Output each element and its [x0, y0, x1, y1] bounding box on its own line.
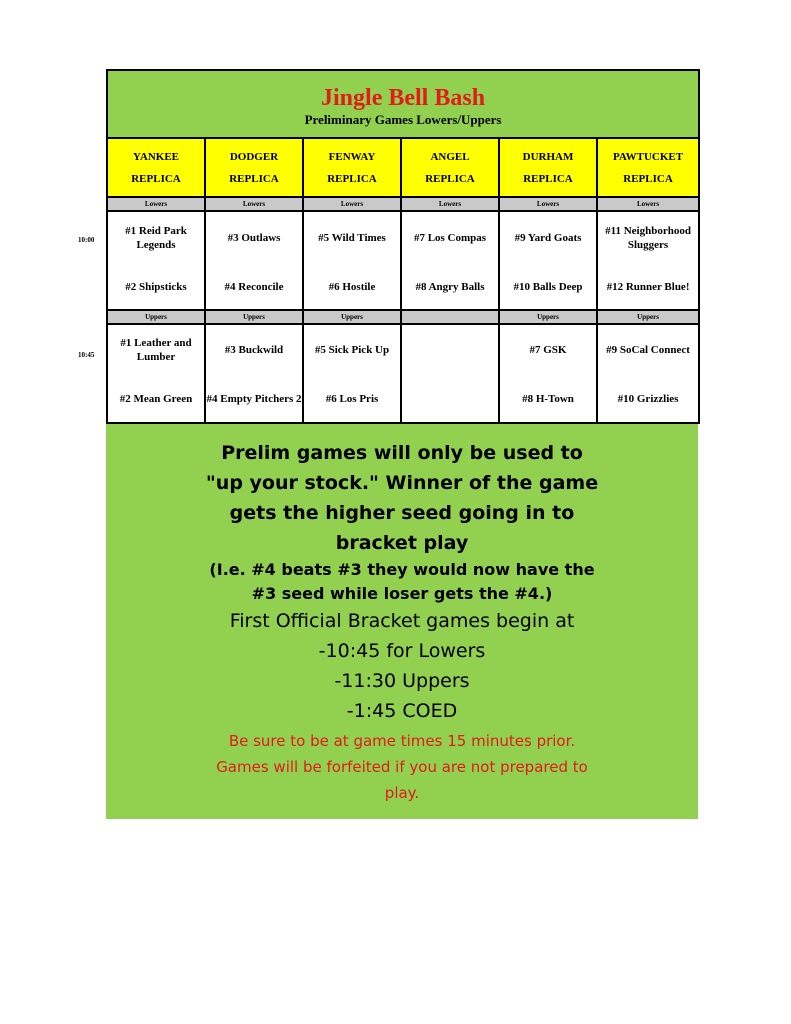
division-label: Lowers [107, 197, 205, 211]
team-cell: #7 Los Compas [401, 211, 499, 264]
venue-header [205, 138, 303, 197]
venue-type: REPLICA [425, 172, 475, 185]
forfeit-warning: Be sure to be at game times 15 minutes prior. Games will be forfeited if you are not prepared to play. [216, 732, 588, 802]
schedule-table [106, 69, 700, 424]
division-label: Lowers [401, 197, 499, 211]
bracket-intro: First Official Bracket games begin at [229, 610, 575, 632]
venue-header [303, 138, 401, 197]
lowers-label-row [107, 197, 699, 211]
lowers-time-label: 10:00 [78, 236, 95, 244]
team-cell: #1 Leather and Lumber [107, 324, 205, 375]
bracket-time-lowers: -10:45 for Lowers [318, 640, 486, 662]
division-label: Uppers [499, 310, 597, 324]
uppers-team-row-b [107, 375, 699, 423]
team-cell: #11 Neighborhood Sluggers [597, 211, 699, 264]
venue-header [401, 138, 499, 197]
division-label [401, 310, 499, 324]
team-cell: #4 Empty Pitchers 2 [205, 375, 303, 423]
uppers-time-label: 10:45 [78, 351, 95, 359]
team-cell: #9 SoCal Connect [597, 324, 699, 375]
division-label: Uppers [205, 310, 303, 324]
division-label: Lowers [205, 197, 303, 211]
team-cell [401, 324, 499, 375]
venue-type: REPLICA [523, 172, 573, 185]
team-cell: #5 Sick Pick Up [303, 324, 401, 375]
venue-name: DODGER [229, 150, 279, 163]
team-cell: #6 Los Pris [303, 375, 401, 423]
venue-type: REPLICA [229, 172, 279, 185]
division-label: Uppers [107, 310, 205, 324]
team-cell: #8 H-Town [499, 375, 597, 423]
venue-name: FENWAY [328, 150, 376, 163]
team-cell: #10 Grizzlies [597, 375, 699, 423]
venue-type: REPLICA [327, 172, 377, 185]
team-cell: #3 Outlaws [205, 211, 303, 264]
venue-header [499, 138, 597, 197]
venue-header [597, 138, 699, 197]
team-cell: #5 Wild Times [303, 211, 401, 264]
notes-section [106, 436, 698, 806]
division-label: Lowers [303, 197, 401, 211]
team-cell: #2 Shipsticks [107, 264, 205, 310]
venue-name: YANKEE [132, 150, 180, 163]
team-cell [401, 375, 499, 423]
venue-type: REPLICA [623, 172, 673, 185]
team-cell: #9 Yard Goats [499, 211, 597, 264]
schedule-sheet [106, 69, 698, 819]
team-cell: #1 Reid Park Legends [107, 211, 205, 264]
team-cell: #10 Balls Deep [499, 264, 597, 310]
venue-header [107, 138, 205, 197]
team-cell: #4 Reconcile [205, 264, 303, 310]
notes-example: (I.e. #4 beats #3 they would now have the #3 seed while loser gets the #4.) [209, 560, 595, 603]
lowers-team-row-a [107, 211, 699, 264]
division-label: Lowers [499, 197, 597, 211]
team-cell: #8 Angry Balls [401, 264, 499, 310]
division-label: Uppers [597, 310, 699, 324]
notes-main: Prelim games will only be used to "up your stock." Winner of the game gets the higher seed going in to bracket play [205, 442, 599, 554]
title-cell [107, 70, 699, 138]
title-row [107, 70, 699, 138]
team-cell: #12 Runner Blue! [597, 264, 699, 310]
team-cell: #6 Hostile [303, 264, 401, 310]
venue-name: DURHAM [522, 150, 574, 163]
bracket-time-coed: -1:45 COED [346, 700, 458, 722]
team-cell: #7 GSK [499, 324, 597, 375]
venue-type: REPLICA [131, 172, 181, 185]
division-label: Uppers [303, 310, 401, 324]
division-label: Lowers [597, 197, 699, 211]
team-cell: #2 Mean Green [107, 375, 205, 423]
team-cell: #3 Buckwild [205, 324, 303, 375]
venue-name: ANGEL [430, 150, 470, 163]
uppers-label-row [107, 310, 699, 324]
venue-row [107, 138, 699, 197]
page-subtitle: Preliminary Games Lowers/Uppers [304, 112, 502, 127]
uppers-team-row-a [107, 324, 699, 375]
bracket-time-uppers: -11:30 Uppers [334, 670, 470, 692]
venue-name: PAWTUCKET [612, 150, 684, 163]
lowers-team-row-b [107, 264, 699, 310]
page-title: Jingle Bell Bash [321, 85, 486, 111]
